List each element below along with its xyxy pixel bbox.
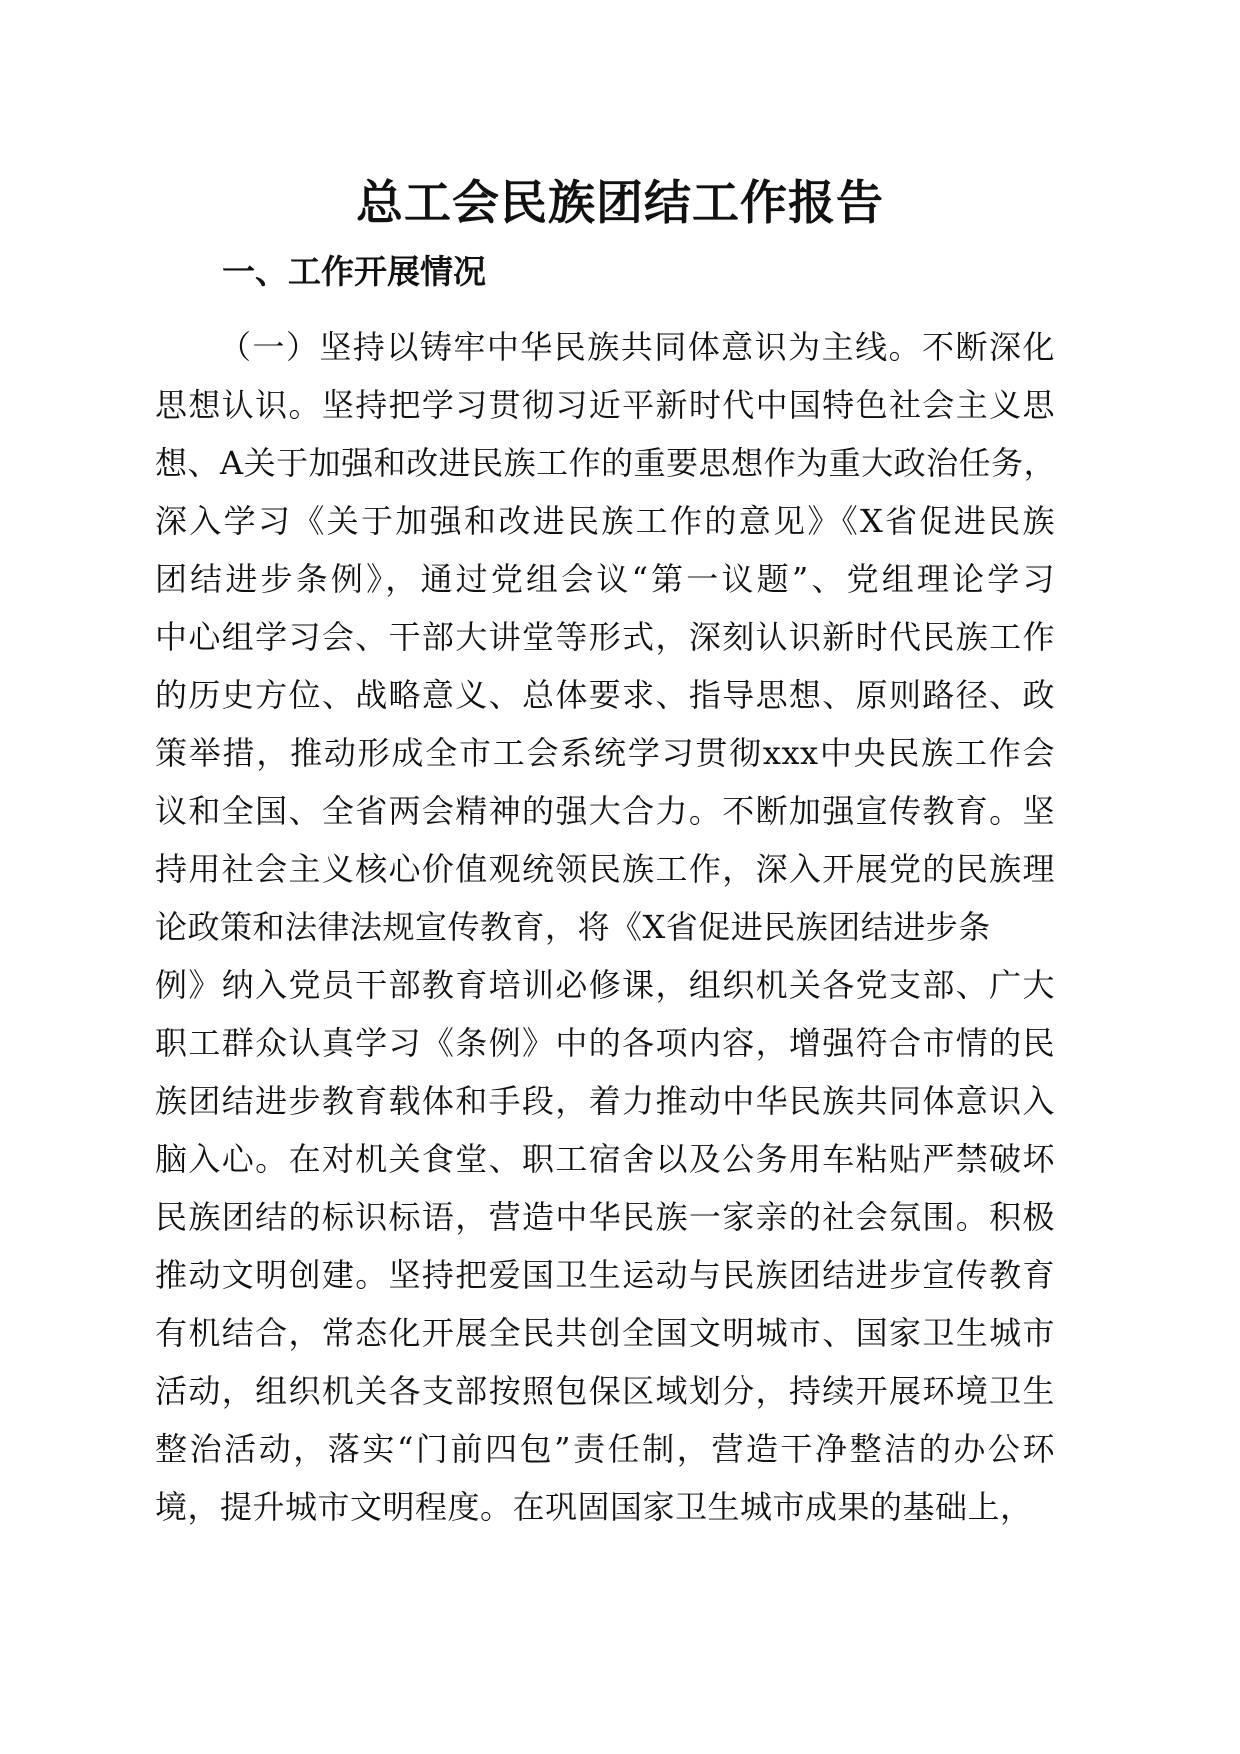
document-title: 总工会民族团结工作报告 bbox=[356, 176, 884, 231]
paragraph-line: 的历史方位、战略意义、总体要求、指导思想、原则路径、政 bbox=[155, 676, 1055, 714]
paragraph-line: 民族团结的标识标语，营造中华民族一家亲的社会氛围。积极 bbox=[155, 1198, 1055, 1236]
paragraph-line: 深入学习《关于加强和改进民族工作的意见》《X省促进民族 bbox=[155, 502, 1055, 540]
paragraph-line: （一）坚持以铸牢中华民族共同体意识为主线。不断深化 bbox=[219, 328, 1055, 366]
paragraph-line: 境，提升城市文明程度。在巩固国家卫生城市成果的基础上， bbox=[155, 1488, 1033, 1526]
paragraph-line: 职工群众认真学习《条例》中的各项内容，增强符合市情的民 bbox=[155, 1024, 1055, 1062]
paragraph-line: 活动，组织机关各支部按照包保区域划分，持续开展环境卫生 bbox=[155, 1372, 1055, 1410]
section-heading: 一、工作开展情况 bbox=[222, 252, 486, 291]
paragraph-line: 整治活动，落实“门前四包”责任制，营造干净整洁的办公环 bbox=[155, 1430, 1055, 1468]
paragraph-line: 想、A关于加强和改进民族工作的重要思想作为重大政治任务， bbox=[155, 444, 1057, 482]
paragraph-line: 团结进步条例》，通过党组会议“第一议题”、党组理论学习 bbox=[155, 560, 1055, 598]
paragraph-line: 族团结进步教育载体和手段，着力推动中华民族共同体意识入 bbox=[155, 1082, 1055, 1120]
paragraph-line: 持用社会主义核心价值观统领民族工作，深入开展党的民族理 bbox=[155, 850, 1055, 888]
paragraph-line: 推动文明创建。坚持把爱国卫生运动与民族团结进步宣传教育 bbox=[155, 1256, 1055, 1294]
paragraph-line: 中心组学习会、干部大讲堂等形式，深刻认识新时代民族工作 bbox=[155, 618, 1055, 656]
paragraph-line: 议和全国、全省两会精神的强大合力。不断加强宣传教育。坚 bbox=[155, 792, 1055, 830]
paragraph-line: 脑入心。在对机关食堂、职工宿舍以及公务用车粘贴严禁破坏 bbox=[155, 1140, 1055, 1178]
paragraph-line: 有机结合，常态化开展全民共创全国文明城市、国家卫生城市 bbox=[155, 1314, 1055, 1352]
paragraph-line: 思想认识。坚持把学习贯彻习近平新时代中国特色社会主义思 bbox=[155, 386, 1055, 424]
paragraph-line: 论政策和法律法规宣传教育，将《X省促进民族团结进步条 bbox=[155, 908, 991, 946]
body-paragraph bbox=[155, 318, 1055, 1536]
paragraph-line: 策举措，推动形成全市工会系统学习贯彻xxx中央民族工作会 bbox=[155, 734, 1055, 772]
paragraph-line: 例》纳入党员干部教育培训必修课，组织机关各党支部、广大 bbox=[155, 966, 1055, 1004]
